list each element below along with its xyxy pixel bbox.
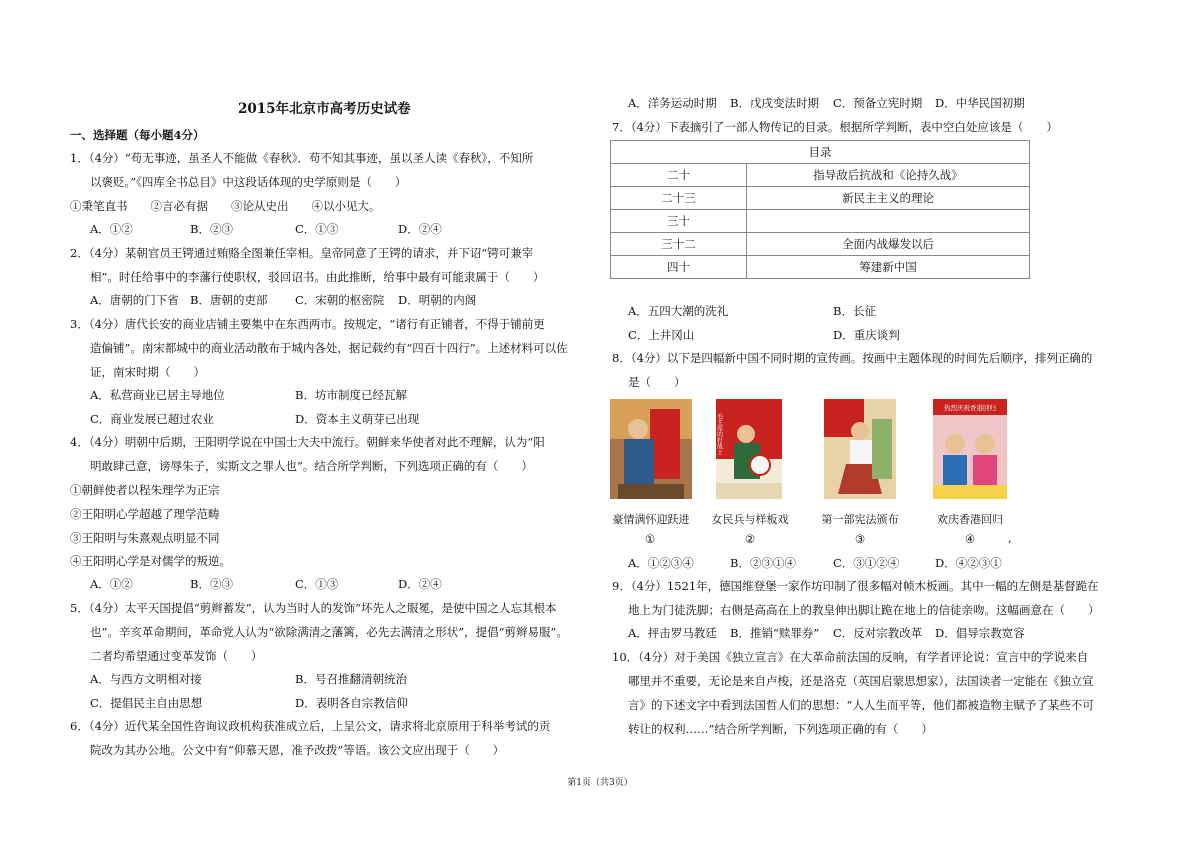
poster-2-image [716, 399, 782, 499]
q1-option-a[interactable]: A．①② [90, 222, 133, 236]
q1-option-d[interactable]: D．②④ [398, 222, 442, 236]
q2-option-a[interactable]: A．唐朝的门下省 [90, 293, 179, 307]
q5-option-d[interactable]: D．表明各自宗教信仰 [295, 696, 408, 710]
q1-option-c[interactable]: C．①③ [295, 222, 339, 236]
q9-option-b[interactable]: B．推销“赎罪券” [730, 626, 820, 640]
poster-4-slogan: 热烈庆祝香港回归 [944, 404, 996, 412]
table-row [611, 164, 1030, 187]
poster-4-caption: 欢庆香港回归 [937, 513, 1003, 526]
q3-option-b[interactable]: B．坊市制度已经瓦解 [295, 388, 407, 402]
q9-option-c[interactable]: C．反对宗教改革 [833, 626, 923, 640]
q2-option-d[interactable]: D．明朝的内阁 [398, 293, 477, 307]
q1-option-b[interactable]: B．②③ [190, 222, 233, 236]
q10-line: 转让的权利……”结合所学判断，下列选项正确的有（ ） [628, 722, 933, 736]
q4-option-b[interactable]: B．②③ [190, 577, 233, 591]
page-title: 2015年北京市高考历史试卷 [238, 101, 411, 117]
poster-2-slogan: 毛主席的好战士 [716, 413, 723, 455]
q6-option-b[interactable]: B．戊戌变法时期 [730, 96, 819, 110]
q7-line: 7．（4分）下表摘引了一部人物传记的目录。根据所学判断，表中空白处应该是（ ） [612, 120, 1058, 134]
q4-statement: ④王阳明心学是对儒学的叛逆。 [70, 554, 231, 568]
poster-2-caption: 女民兵与样板戏 [711, 513, 789, 526]
poster-3-number: ③ [854, 532, 866, 546]
q2-option-b[interactable]: B．唐朝的吏部 [190, 293, 268, 307]
q2-line: 2．（4分）某朝官员王锷通过贿赂全图兼任宰相。皇帝同意了王锷的请求，并下诏“锷可兼宰 [70, 246, 534, 260]
q7-option-d[interactable]: D．重庆谈判 [833, 328, 900, 342]
chapter-number: 二十 [611, 164, 747, 187]
q4-statement: ②王阳明心学超越了理学范畴 [70, 507, 220, 521]
poster-2-art [716, 399, 782, 499]
q3-option-d[interactable]: D．资本主义萌芽已出现 [295, 412, 420, 426]
q5-option-c[interactable]: C．提倡民主自由思想 [90, 696, 203, 710]
q8-option-d[interactable]: D．④②③① [935, 556, 1002, 570]
q8-line: 是（ ） [628, 375, 686, 389]
table-row [611, 256, 1030, 279]
poster-1-number: ① [644, 532, 656, 546]
q5-option-a[interactable]: A．与西方文明相对接 [90, 672, 202, 686]
chapter-number: 三十二 [611, 233, 747, 256]
chapter-title: 筹建新中国 [747, 256, 1030, 279]
section-heading: 一、选择题（每小题4分） [70, 128, 205, 142]
poster-4-number: ④ [964, 532, 976, 546]
page-footer: 第1页（共3页） [567, 778, 633, 788]
q10-line: 言》的下述文字中看到法国哲人们的思想：“人人生而平等，他们都被造物主赋予了某些不可 [628, 698, 1094, 712]
q4-option-a[interactable]: A．①② [90, 577, 133, 591]
q4-statement: ①朝鲜使者以程朱理学为正宗 [70, 483, 220, 497]
q5-line: 二者均希望通过变革发饰（ ） [90, 649, 263, 663]
q6-option-a[interactable]: A．洋务运动时期 [628, 96, 717, 110]
poster-1-caption: 豪情满怀迎跃进 [612, 513, 690, 526]
q2-line: 相”。时任给事中的李藩行使职权，驳回诏书。由此推断，给事中最有可能隶属于（ ） [90, 270, 545, 284]
table-row [611, 187, 1030, 210]
q3-line: 造偏铺”。南宋都城中的商业活动散布于城内各处，据记载约有“四百十四行”。上述材料可以佐 [90, 341, 568, 355]
q2-option-c[interactable]: C．宋朝的枢密院 [295, 293, 385, 307]
chapter-number: 三十 [611, 210, 747, 233]
poster-3-image [824, 399, 896, 499]
table-row [611, 233, 1030, 256]
q6-option-c[interactable]: C．预备立宪时期 [833, 96, 923, 110]
poster-3-caption: 第一部宪法颁布 [821, 513, 899, 526]
poster-4-image [933, 399, 1007, 499]
q6-line: 院改为其办公地。公文中有“仰慕天恩，准予改拨”等语。该公文应出现于（ ） [90, 743, 505, 757]
q6-line: 6．（4分）近代某全国性咨询议政机构获准成立后，上呈公文，请求将北京原用于科举考试的贡 [70, 719, 551, 733]
chapter-number: 二十三 [611, 187, 747, 210]
q9-line: 9．（4分）1521年，德国维登堡一家作坊印制了很多幅对帧木板画。其中一幅的左侧是基督跪在 [612, 579, 1099, 593]
q3-option-a[interactable]: A．私营商业已居主导地位 [90, 388, 225, 402]
poster-2-number: ② [744, 532, 756, 546]
q1-line: 1．（4分）“苟无事迹，虽圣人不能做《春秋》．苟不知其事迹，虽以圣人读《春秋》，不知所 [70, 151, 534, 165]
q10-line: 10．（4分）对于美国《独立宣言》在大革命前法国的反响，有学者评论说：宣言中的学说来自 [612, 650, 1089, 664]
chapter-title: 全面内战爆发以后 [747, 233, 1030, 256]
q5-option-b[interactable]: B．号召推翻清朝统治 [295, 672, 407, 686]
q8-option-b[interactable]: B．②③①④ [730, 556, 796, 570]
q10-line: 哪里并不重要，无论是来自卢梭，还是洛克（英国启蒙思想家），法国读者一定能在《独立宣 [628, 674, 1094, 688]
poster-4-art [933, 399, 1007, 499]
biography-contents-table [610, 140, 1030, 279]
q9-option-a[interactable]: A．抨击罗马教廷 [628, 626, 717, 640]
q9-line: 地上为门徒洗脚；右侧是高高在上的教皇伸出脚让跪在地上的信徒亲吻。这幅画意在（ ） [628, 603, 1100, 617]
q5-line: 也”。辛亥革命期间，革命党人认为“欲除满清之藩篱，必先去满清之形状”，提倡“剪辫易服”。 [90, 625, 568, 639]
q9-option-d[interactable]: D．倡导宗教宽容 [935, 626, 1025, 640]
q5-line: 5．（4分）太平天国提倡“剪辫蓄发”，认为当时人的发饰“坏先人之服冕，是使中国之人忘其根本 [70, 601, 557, 615]
q8-option-c[interactable]: C．③①②④ [833, 556, 900, 570]
q7-option-b[interactable]: B．长征 [833, 304, 876, 318]
q4-line: 明敢肆己意，谤辱朱子，实斯文之罪人也”。结合所学判断，下列选项正确的有（ ） [90, 459, 533, 473]
q3-line: 证，南宋时期（ ） [90, 365, 205, 379]
q1-line: 以褒贬。”《四库全书总目》中这段话体现的史学原则是（ ） [90, 175, 407, 189]
q8-option-a[interactable]: A．①②③④ [628, 556, 694, 570]
table-row [611, 210, 1030, 233]
poster-1-image [610, 399, 692, 499]
poster-3-art [824, 399, 896, 499]
q3-line: 3．（4分）唐代长安的商业店铺主要集中在东西两市。按规定，“诸行有正铺者，不得于铺前更 [70, 317, 545, 331]
q4-option-c[interactable]: C．①③ [295, 577, 339, 591]
q4-statement: ③王阳明与朱熹观点明显不同 [70, 531, 220, 545]
q8-line: 8．（4分）以下是四幅新中国不同时期的宣传画。按画中主题体现的时间先后顺序，排列正确的 [612, 351, 1093, 365]
chapter-title: 指导敌后抗战和《论持久战》 [747, 164, 1030, 187]
poster-1-art [610, 399, 692, 499]
q6-option-d[interactable]: D．中华民国初期 [935, 96, 1025, 110]
q3-option-c[interactable]: C．商业发展已超过农业 [90, 412, 214, 426]
q7-option-c[interactable]: C．上井冈山 [628, 328, 695, 342]
q4-line: 4．（4分）明朝中后期，王阳明学说在中国士大夫中流行。朝鲜来华使者对此不理解，认为“阳 [70, 435, 545, 449]
chapter-title: 新民主主义的理论 [747, 187, 1030, 210]
chapter-number: 四十 [611, 256, 747, 279]
q7-option-a[interactable]: A．五四大潮的洗礼 [628, 304, 729, 318]
q1-statements: ①秉笔直书 ②言必有据 ③论从史出 ④以小见大。 [70, 199, 381, 213]
q4-option-d[interactable]: D．②④ [398, 577, 442, 591]
chapter-title-blank [747, 210, 1030, 233]
stray-mark: , [1008, 531, 1012, 545]
table-header: 目录 [611, 141, 1030, 164]
